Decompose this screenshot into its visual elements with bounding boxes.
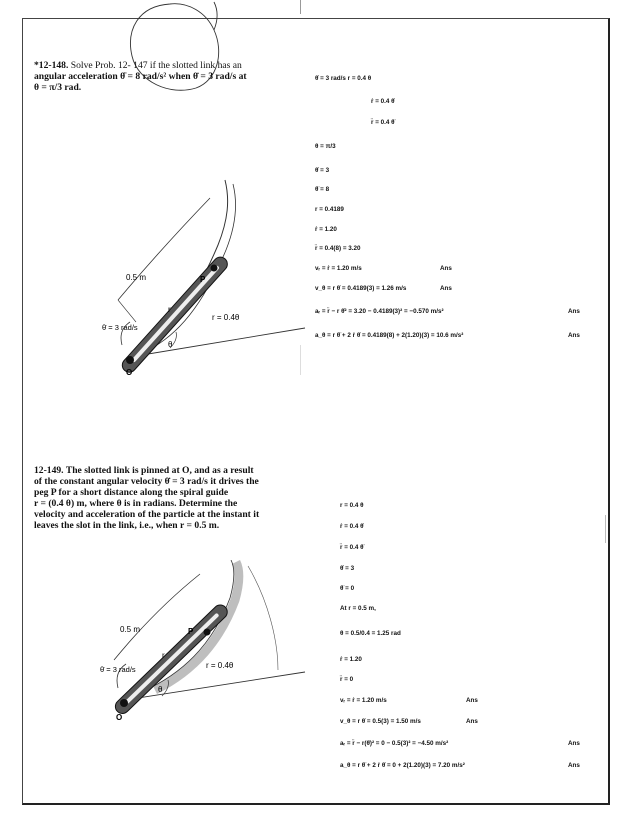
solution-line: θ̇ = 3 — [340, 565, 355, 572]
problem-148-statement — [34, 60, 304, 93]
theta-label: θ — [158, 685, 163, 694]
answer-label: Ans — [568, 740, 580, 747]
solution-line: θ̈ = 0 — [340, 585, 355, 592]
problem-149-line: peg P for a short distance along the spiral guide — [34, 487, 229, 498]
problem-149-line: r = (0.4 θ) m, where θ is in radians. Determine the — [34, 498, 238, 509]
problem-149-statement — [34, 465, 309, 531]
peg-p — [204, 629, 211, 636]
solution-line: θ̇ = 3 rad/s r = 0.4 θ — [315, 75, 372, 82]
origin-label: O — [126, 368, 133, 377]
outer-arc — [248, 566, 278, 670]
solution-line: vᵣ = ṙ = 1.20 m/s — [340, 697, 387, 704]
omega-label: θ̇ = 3 rad/s — [100, 665, 136, 674]
solution-line: v_θ = r θ̇ = 0.4189(3) = 1.26 m/s — [315, 285, 407, 292]
solution-line: θ̈ = 8 — [315, 186, 330, 193]
pivot-o — [120, 699, 128, 707]
answer-label: Ans — [440, 265, 452, 272]
dimension-label: 0.5 m — [126, 273, 147, 282]
problem-149-line: leaves the slot in the link, i.e., when r = 0.5 m. — [34, 520, 220, 531]
solution-line: r = 0.4 θ — [340, 502, 364, 509]
solution-line: ṙ = 0.4 θ̇ — [340, 523, 364, 530]
problem-148-line3: θ = π/3 rad. — [34, 82, 82, 93]
answer-label: Ans — [568, 308, 580, 315]
solution-line: θ = π/3 — [315, 143, 336, 150]
solution-line: r = 0.4189 — [315, 206, 344, 213]
curve-label: r = 0.4θ — [206, 661, 234, 670]
origin-label: O — [116, 713, 123, 722]
solution-line: θ = 0.5/0.4 = 1.25 rad — [340, 630, 401, 637]
problem-149-line: velocity and acceleration of the particle at the instant it — [34, 509, 260, 520]
problem-148-number: *12-148. — [34, 60, 69, 71]
solution-line: θ̇ = 3 — [315, 167, 330, 174]
dimension-label: 0.5 m — [120, 625, 141, 634]
solution-line: r̈ = 0.4 θ̈ — [340, 544, 364, 551]
problem-148-line2: angular acceleration θ̈ = 8 rad/s² when θ̇ = 3 rad/s at — [34, 71, 247, 82]
solution-line: r̈ = 0.4 θ̈ — [371, 119, 395, 126]
solution-line: a_θ = r θ̈ + 2 ṙ θ̇ = 0 + 2(1.20)(3) = 7.20 m/s² — [340, 762, 465, 769]
solution-line: aᵣ = r̈ − r θ̇² = 3.20 − 0.4189(3)² = −0.570 m/s² — [315, 308, 444, 315]
r-label: r — [162, 651, 165, 660]
dimension-tick — [118, 300, 136, 322]
slotted-link — [113, 602, 231, 716]
theta-label: θ — [168, 340, 173, 349]
curve-label: r = 0.4θ — [212, 313, 240, 322]
problem-149-line: The slotted link is pinned at O, and as a result — [65, 465, 254, 476]
slotted-link-figure-149 — [100, 560, 315, 730]
answer-label: Ans — [466, 697, 478, 704]
answer-label: Ans — [466, 718, 478, 725]
scan-artifact-top — [300, 0, 301, 14]
peg-label: P — [200, 275, 206, 284]
problem-149-number: 12-149. — [34, 465, 64, 476]
solution-line: ṙ = 1.20 — [315, 226, 337, 233]
pivot-o — [126, 356, 134, 364]
answer-label: Ans — [568, 762, 580, 769]
solution-line: At r = 0.5 m, — [340, 605, 376, 612]
peg-p — [211, 265, 218, 272]
solution-line: ṙ = 1.20 — [340, 656, 362, 663]
problem-149-line: of the constant angular velocity θ̇ = 3 rad/s it drives the — [34, 476, 259, 487]
r-label: r — [168, 305, 171, 314]
scan-artifact-right — [605, 515, 606, 543]
answer-label: Ans — [568, 332, 580, 339]
solution-line: r̈ = 0 — [340, 676, 354, 683]
solution-line: a_θ = r θ̈ + 2 ṙ θ̇ = 0.4189(8) + 2(1.20)(3) = 10.6 m/s² — [315, 332, 464, 339]
solution-line: aᵣ = r̈ − r(θ̇)² = 0 − 0.5(3)² = −4.50 m/s² — [340, 740, 449, 747]
solution-line: ṙ = 0.4 θ̇ — [371, 98, 395, 105]
omega-label: θ̇ = 3 rad/s — [102, 323, 138, 332]
solution-line: vᵣ = ṙ = 1.20 m/s — [315, 265, 362, 272]
peg-label: P — [188, 627, 194, 636]
answer-label: Ans — [440, 285, 452, 292]
solution-line: v_θ = r θ̇ = 0.5(3) = 1.50 m/s — [340, 718, 421, 725]
problem-148-line1: Solve Prob. 12- 147 if the slotted link has an — [70, 60, 242, 71]
slotted-link-figure-148 — [100, 170, 310, 380]
solution-line: r̈ = 0.4(8) = 3.20 — [315, 245, 361, 252]
